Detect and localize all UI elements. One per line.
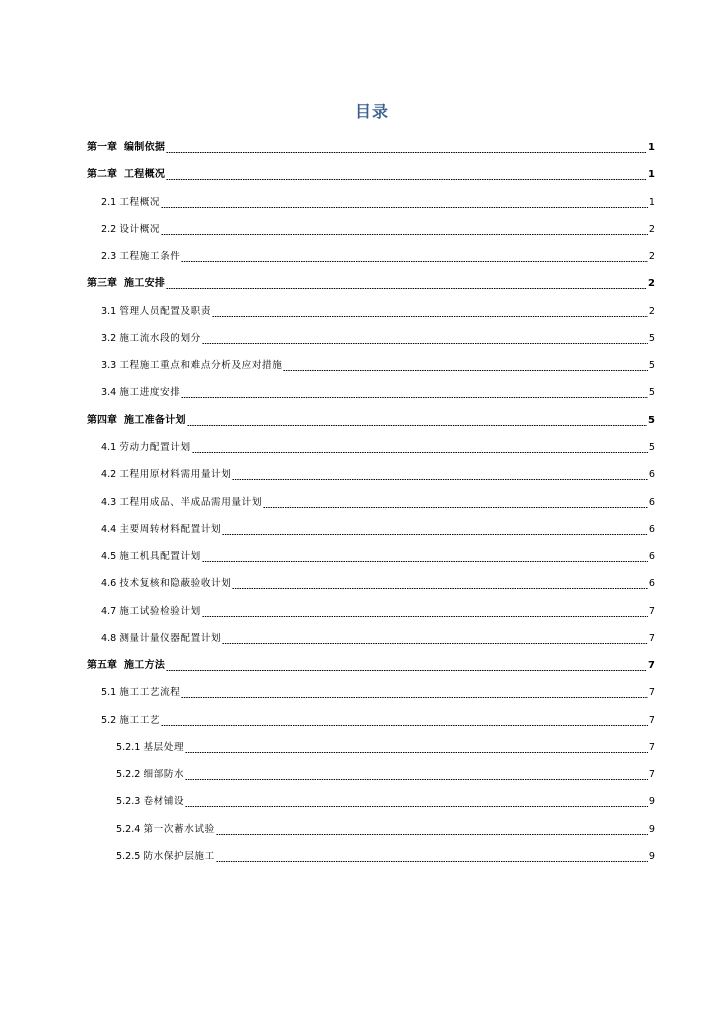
toc-entry[interactable] (101, 522, 655, 538)
toc-entry-page-number: 7 (648, 715, 655, 726)
toc-entry-label: 工程概况 (119, 197, 161, 208)
toc-entry-label: 第一次蓄水试验 (143, 824, 215, 835)
toc-entry[interactable] (101, 385, 655, 401)
dot-leader (161, 234, 648, 235)
toc-entry-page-number: 2 (648, 278, 655, 289)
toc-entry-number: 4.6 (101, 578, 120, 589)
toc-entry-label: 工程用成品、半成品需用量计划 (119, 497, 263, 508)
toc-entry-page-number: 6 (648, 578, 655, 589)
dot-leader (166, 670, 647, 671)
toc-title: 目录 (354, 102, 389, 121)
dot-leader (216, 834, 648, 835)
dot-leader (232, 588, 647, 589)
toc-entry-number: 5.2.4 (116, 824, 144, 835)
dot-leader (185, 806, 648, 807)
toc-entry-label: 施工工艺 (119, 715, 161, 726)
dot-leader (181, 697, 647, 698)
toc-entry-number: 第五章 (87, 660, 124, 671)
toc-entry-number: 5.2.3 (116, 796, 144, 807)
toc-entry-label: 施工机具配置计划 (119, 551, 201, 562)
toc-entry-number: 4.3 (101, 497, 120, 508)
dot-leader (166, 288, 647, 289)
toc-entry-page-number: 5 (648, 387, 655, 398)
dot-leader (202, 616, 648, 617)
toc-entry-page-number: 2 (648, 306, 655, 317)
toc-entry-number: 4.7 (101, 606, 120, 617)
toc-entry-page-number: 2 (648, 251, 655, 262)
toc-entry[interactable] (101, 440, 655, 456)
toc-entry-label: 工程施工条件 (119, 251, 181, 262)
toc-entry[interactable] (101, 576, 655, 592)
toc-entry[interactable] (116, 849, 655, 865)
dot-leader (263, 507, 648, 508)
dot-leader (187, 425, 647, 426)
dot-leader (202, 561, 648, 562)
toc-entry-label: 施工流水段的划分 (119, 333, 201, 344)
dot-leader (202, 343, 648, 344)
toc-entry-page-number: 5 (648, 360, 655, 371)
toc-entry[interactable] (101, 222, 655, 238)
toc-entry-page-number: 7 (648, 606, 655, 617)
toc-entry[interactable] (101, 331, 655, 347)
toc-entry-label: 施工试验检验计划 (119, 606, 201, 617)
toc-entry-label: 卷材铺设 (143, 796, 185, 807)
toc-entry-number: 3.1 (101, 306, 120, 317)
toc-entry-page-number: 9 (648, 824, 655, 835)
toc-entry-page-number: 5 (648, 442, 655, 453)
toc-entry-page-number: 1 (648, 197, 655, 208)
dot-leader (216, 861, 648, 862)
dot-leader (283, 370, 647, 371)
toc-entry-label: 工程概况 (123, 169, 166, 180)
toc-entry-page-number: 1 (648, 169, 655, 180)
toc-entry-number: 5.2 (101, 715, 120, 726)
toc-entry-page-number: 6 (648, 469, 655, 480)
toc-entry-number: 4.8 (101, 633, 120, 644)
toc-entry-number: 5.2.1 (116, 742, 144, 753)
toc-entry-label: 管理人员配置及职责 (119, 306, 212, 317)
toc-entry-number: 4.2 (101, 469, 120, 480)
toc-entry-number: 3.3 (101, 360, 120, 371)
dot-leader (185, 752, 648, 753)
toc-entry-number: 第三章 (87, 278, 124, 289)
toc-entry-label: 施工准备计划 (123, 415, 186, 426)
toc-entry[interactable] (87, 658, 655, 674)
toc-entry-number: 4.5 (101, 551, 120, 562)
toc-entry-label: 防水保护层施工 (143, 851, 215, 862)
toc-entry-page-number: 7 (648, 660, 655, 671)
toc-entry[interactable] (101, 631, 655, 647)
dot-leader (185, 779, 648, 780)
dot-leader (166, 152, 647, 153)
dot-leader (232, 479, 647, 480)
toc-entry-label: 施工工艺流程 (119, 687, 181, 698)
toc-entry-label: 工程用原材料需用量计划 (119, 469, 232, 480)
toc-entry[interactable] (101, 195, 655, 211)
toc-entry[interactable] (101, 249, 655, 265)
dot-leader (166, 179, 647, 180)
toc-entry-number: 4.4 (101, 524, 120, 535)
toc-entry-number: 2.1 (101, 197, 120, 208)
dot-leader (161, 207, 648, 208)
toc-entry-page-number: 6 (648, 551, 655, 562)
toc-entry[interactable] (87, 167, 655, 183)
dot-leader (222, 534, 648, 535)
toc-entry-label: 劳动力配置计划 (119, 442, 191, 453)
toc-entry-label: 细部防水 (143, 769, 185, 780)
toc-entry-label: 施工进度安排 (119, 387, 181, 398)
toc-entry[interactable] (101, 713, 655, 729)
toc-entry-page-number: 6 (648, 497, 655, 508)
dot-leader (222, 643, 648, 644)
toc-entry-number: 第四章 (87, 415, 124, 426)
toc-entry-label: 测量计量仪器配置计划 (119, 633, 222, 644)
toc-entry-number: 2.2 (101, 224, 120, 235)
dot-leader (192, 452, 648, 453)
toc-entry[interactable] (116, 794, 655, 810)
toc-entry-page-number: 7 (648, 769, 655, 780)
toc-entry-label: 施工方法 (123, 660, 166, 671)
toc-entry-page-number: 1 (648, 142, 655, 153)
toc-entry-label: 基层处理 (143, 742, 185, 753)
toc-entry-page-number: 7 (648, 633, 655, 644)
toc-entry-page-number: 7 (648, 687, 655, 698)
toc-entry-page-number: 9 (648, 796, 655, 807)
toc-entry-label: 主要周转材料配置计划 (119, 524, 222, 535)
toc-entry[interactable] (101, 358, 655, 374)
toc-entry[interactable] (116, 767, 655, 783)
dot-leader (181, 261, 647, 262)
toc-entry-number: 2.3 (101, 251, 120, 262)
toc-entry-number: 5.2.2 (116, 769, 144, 780)
toc-entry-page-number: 9 (648, 851, 655, 862)
toc-entry-label: 工程施工重点和难点分析及应对措施 (119, 360, 283, 371)
toc-entry-number: 4.1 (101, 442, 120, 453)
toc-entry-number: 3.4 (101, 387, 120, 398)
toc-entry-page-number: 7 (648, 742, 655, 753)
toc-entry[interactable] (101, 495, 655, 511)
dot-leader (161, 725, 648, 726)
toc-entry-number: 5.1 (101, 687, 120, 698)
toc-entry-label: 编制依据 (123, 142, 166, 153)
dot-leader (181, 397, 647, 398)
toc-entry-page-number: 6 (648, 524, 655, 535)
toc-entry[interactable] (101, 685, 655, 701)
toc-entry[interactable] (87, 140, 655, 156)
toc-entry-label: 施工安排 (123, 278, 166, 289)
toc-entry-label: 技术复核和隐蔽验收计划 (119, 578, 232, 589)
toc-entry[interactable] (116, 740, 655, 756)
toc-entry-page-number: 5 (648, 415, 655, 426)
toc-entry[interactable] (87, 276, 655, 292)
toc-entry[interactable] (101, 304, 655, 320)
toc-entry[interactable] (101, 604, 655, 620)
dot-leader (212, 316, 648, 317)
toc-entry-label: 设计概况 (119, 224, 161, 235)
toc-entry-page-number: 2 (648, 224, 655, 235)
toc-entry[interactable] (87, 413, 655, 429)
toc-entry-page-number: 5 (648, 333, 655, 344)
toc-entry[interactable] (101, 549, 655, 565)
toc-entry-number: 3.2 (101, 333, 120, 344)
toc-entry[interactable] (101, 467, 655, 483)
toc-entry-number: 5.2.5 (116, 851, 144, 862)
toc-entry-number: 第二章 (87, 169, 124, 180)
toc-entry-number: 第一章 (87, 142, 124, 153)
toc-entry[interactable] (116, 822, 655, 838)
